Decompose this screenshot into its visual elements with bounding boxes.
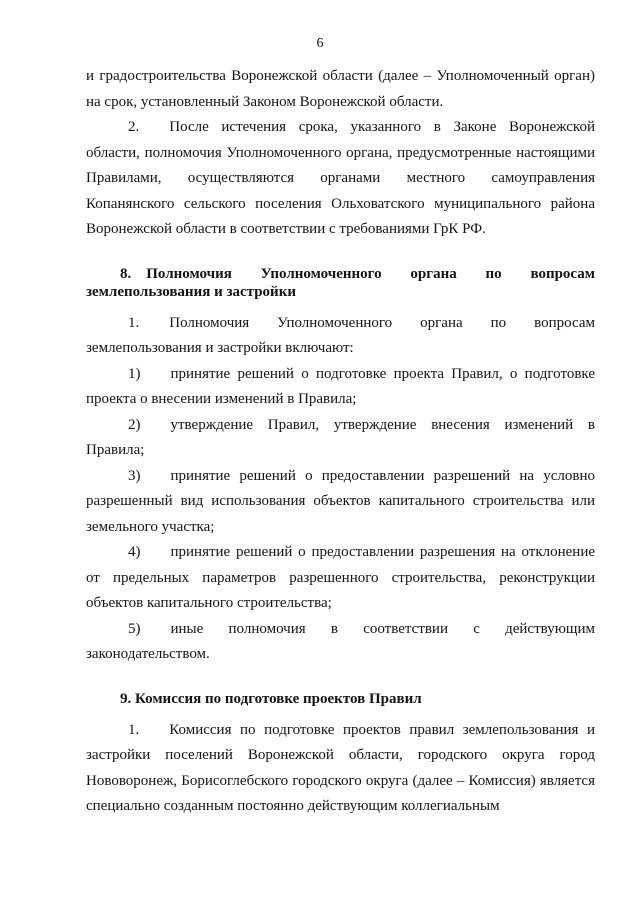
list-item-5: 5) иные полномочия в соответствии с действующим законодательством.	[86, 620, 595, 662]
list-item-4: 4) принятие решений о предоставлении разрешения на отклонение от предельных параметров разрешенного строительства, реконструкции объектов капитального строительства;	[86, 544, 595, 611]
section-heading-9: 9. Комиссия по подготовке проектов Правил	[120, 690, 422, 707]
section-heading-8: 8. Полномочия Уполномоченного органа по вопросам землепользования и застройки	[86, 265, 595, 300]
document-body	[86, 64, 595, 820]
paragraph-continuation: и градостроительства Воронежской области (далее – Уполномоченный орган) на срок, установленный Законом Воронежской области.	[86, 68, 595, 110]
paragraph-section9-item-1: 1. Комиссия по подготовке проектов правил землепользования и застройки поселений Воронежской области, городского округа город Нововоронеж, Борисоглебского городского округа (далее – Комиссия) является специально созданным постоянно действующим коллегиальным	[86, 721, 595, 814]
paragraph-item-2: 2. После истечения срока, указанного в Законе Воронежской области, полномочия Уполномоченного органа, предусмотренные настоящими Правилами, осуществляются органами местного самоуправления Копанянского сельского поселения Ольховатского муниципального района Воронежской области в соответствии с требованиями ГрК РФ.	[86, 119, 595, 237]
list-item-2: 2) утверждение Правил, утверждение внесения изменений в Правила;	[86, 416, 595, 458]
list-item-3: 3) принятие решений о предоставлении разрешений на условно разрешенный вид использования объектов капитального строительства или земельного участка;	[86, 467, 595, 535]
paragraph-section8-item-1: 1. Полномочия Уполномоченного органа по вопросам землепользования и застройки включают:	[86, 314, 595, 356]
page-number: 6	[316, 36, 324, 51]
list-item-1: 1) принятие решений о подготовке проекта Правил, о подготовке проекта о внесении изменений в Правила;	[86, 365, 595, 407]
